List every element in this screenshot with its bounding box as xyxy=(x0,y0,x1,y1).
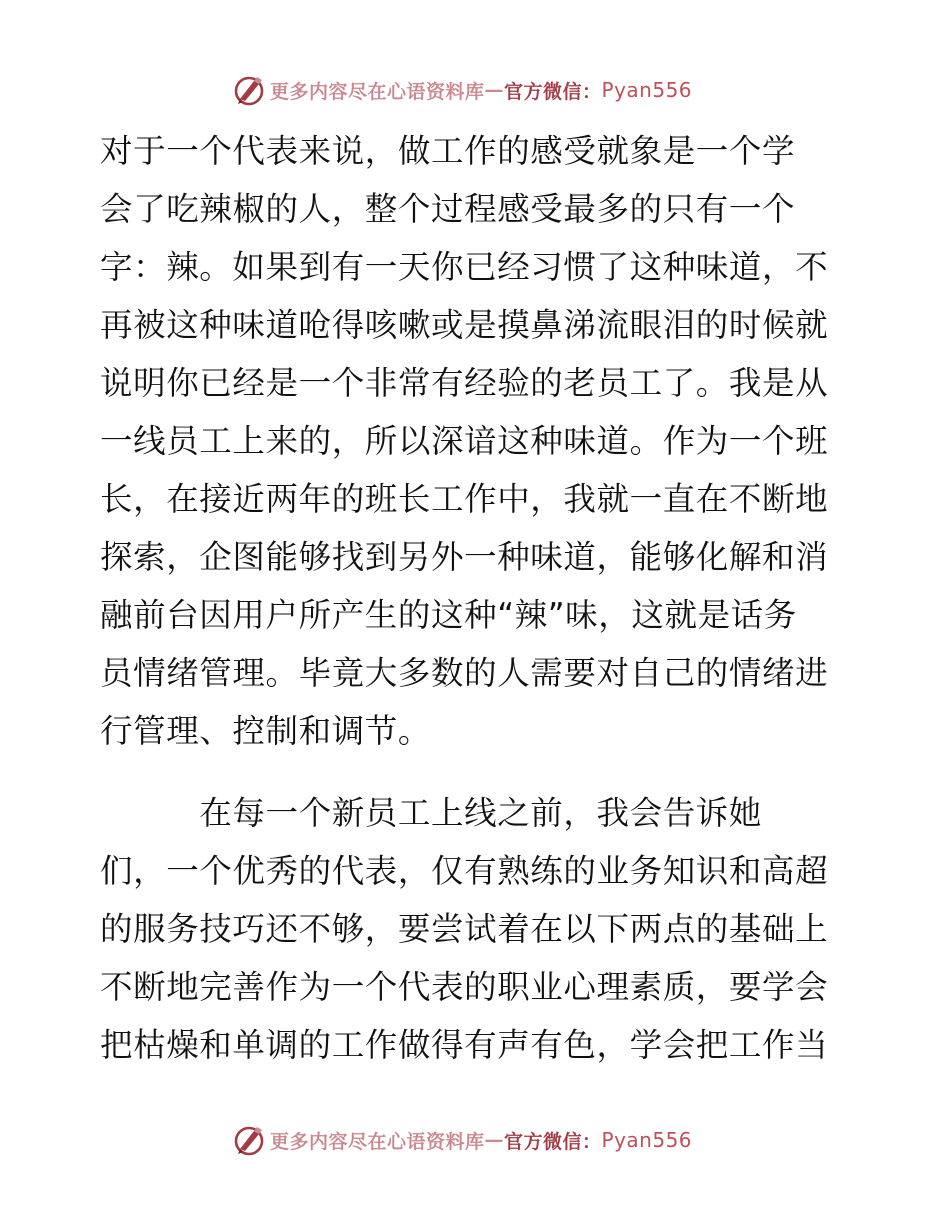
text-line: 一线员工上来的，所以深谙这种味道。作为一个班 xyxy=(100,422,829,460)
text-line: 融前台因用户所产生的这种“辣”味，这就是话务 xyxy=(100,596,797,634)
text-line: 的服务技巧还不够，要尝试着在以下两点的基础上 xyxy=(100,910,829,948)
footer-site-text: 更多内容尽在心语资料库 xyxy=(270,1130,485,1153)
header-site-text: 更多内容尽在心语资料库 xyxy=(270,80,485,103)
text-line: 字：辣。如果到有一天你已经习惯了这种味道，不 xyxy=(100,248,829,286)
text-line: 再被这种味道呛得咳嗽或是摸鼻涕流眼泪的时候就 xyxy=(100,306,829,344)
footer-dash: — xyxy=(484,1129,505,1151)
header-wechat-label: 官方微信： xyxy=(504,80,602,103)
text-line: 说明你已经是一个非常有经验的老员工了。我是从 xyxy=(100,364,829,402)
header-dash: — xyxy=(484,79,505,101)
text-line: 不断地完善作为一个代表的职业心理素质，要学会 xyxy=(100,968,829,1006)
text-line: 在每一个新员工上线之前，我会告诉她 xyxy=(100,794,763,832)
text-line: 探索，企图能够找到另外一种味道，能够化解和消 xyxy=(100,538,829,576)
header-wechat-id: Pyan556 xyxy=(601,78,693,102)
paragraph-2 xyxy=(100,784,860,1074)
pen-circle-logo-icon xyxy=(232,1123,266,1157)
text-line: 行管理、控制和调节。 xyxy=(100,712,432,750)
paragraph-gap xyxy=(100,760,860,784)
footer-wechat-label: 官方微信： xyxy=(504,1130,602,1153)
text-line: 们，一个优秀的代表，仅有熟练的业务知识和高超 xyxy=(100,852,829,890)
footer-wechat-id: Pyan556 xyxy=(601,1128,693,1152)
text-line: 把枯燥和单调的工作做得有声有色，学会把工作当 xyxy=(100,1026,829,1064)
page-header xyxy=(232,70,692,110)
paragraph-1 xyxy=(100,122,860,760)
pen-circle-logo-icon xyxy=(232,73,266,107)
text-line: 员情绪管理。毕竟大多数的人需要对自己的情绪进 xyxy=(100,654,829,692)
text-line: 会了吃辣椒的人，整个过程感受最多的只有一个 xyxy=(100,190,796,228)
text-line: 对于一个代表来说，做工作的感受就象是一个学 xyxy=(100,132,796,170)
document-body xyxy=(100,122,860,1074)
text-line: 长，在接近两年的班长工作中，我就一直在不断地 xyxy=(100,480,829,518)
page-footer xyxy=(232,1120,692,1160)
